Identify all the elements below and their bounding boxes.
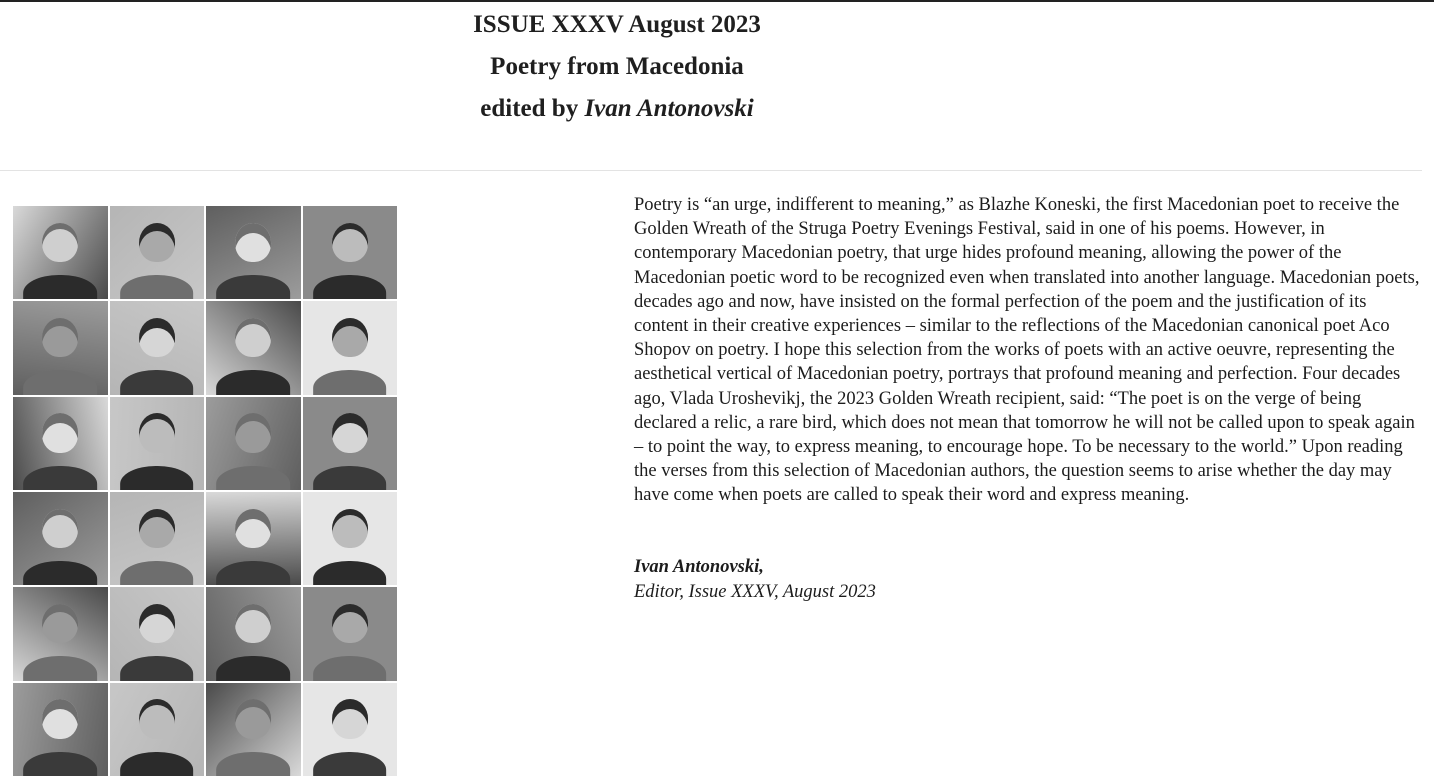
portrait-face — [139, 223, 175, 262]
portrait-shoulders — [313, 275, 387, 299]
poet-portrait-photo — [206, 683, 301, 776]
portrait-face — [42, 509, 78, 548]
portrait-face — [235, 604, 271, 643]
portrait-face — [139, 604, 175, 643]
portrait-shoulders — [216, 370, 290, 394]
portrait-face — [42, 223, 78, 262]
portrait-shoulders — [120, 656, 194, 680]
portrait-shoulders — [313, 752, 387, 776]
poet-portrait-photo — [303, 301, 398, 394]
portrait-face — [139, 699, 175, 738]
poet-portrait-photo — [303, 206, 398, 299]
portrait-face — [42, 318, 78, 357]
issue-subject: Poetry from Macedonia — [490, 53, 744, 80]
poet-portrait-photo — [110, 492, 205, 585]
portrait-face — [332, 509, 368, 548]
poets-portrait-collage — [13, 206, 397, 776]
poet-portrait-photo — [206, 492, 301, 585]
poet-portrait-photo — [110, 587, 205, 680]
poet-portrait-photo — [13, 587, 108, 680]
portrait-shoulders — [120, 561, 194, 585]
editorial-introduction: Poetry is “an urge, indifferent to meaning,” as Blazhe Koneski, the first Macedonian poet to receive the Golden Wreath of the Struga Poetry Evenings Festival, said in one of his poems. However, in contemporary Macedonian poetry, that urge hides profound meaning, allowing the power of the Macedonian poetic word to be recognized even when translated into another language. Macedonian poets, decades ago and now, have insisted on the formal perfection of the poem and the justification of its content in their creative experiences – similar to the reflections of the Macedonian canonical poet Aco Shopov on poetry. I hope this selection from the works of poets with an active oeuvre, representing the aesthetical vertical of Macedonian poetry, portrays that profound meaning and perfection. Four decades ago, Vlada Uroshevikj, the 2023 Golden Wreath recipient, said: “The poet is on the verge of being declared a relic, a rare bird, which does not mean that tomorrow he will not be called upon to speak again – to point the way, to express meaning, to encourage hope. To be necessary to the world.” Upon reading the verses from this selection of Macedonian authors, the question seems to arise whether the day may have come when poets are called to speak their word and express meaning. — [634, 195, 1420, 506]
portrait-face — [139, 509, 175, 548]
issue-editor-line — [0, 88, 1234, 130]
portrait-shoulders — [23, 656, 97, 680]
portrait-face — [139, 413, 175, 452]
poet-portrait-photo — [206, 301, 301, 394]
portrait-face — [332, 413, 368, 452]
poet-portrait-photo — [206, 206, 301, 299]
poet-portrait-photo — [303, 492, 398, 585]
portrait-shoulders — [120, 370, 194, 394]
top-rule — [0, 0, 1434, 2]
portrait-shoulders — [216, 752, 290, 776]
portrait-shoulders — [216, 656, 290, 680]
issue-header — [0, 4, 1234, 130]
portrait-face — [235, 223, 271, 262]
portrait-shoulders — [313, 656, 387, 680]
portrait-shoulders — [216, 561, 290, 585]
portrait-face — [42, 413, 78, 452]
portrait-face — [332, 699, 368, 738]
signature-role: Editor, Issue XXXV, August 2023 — [634, 581, 876, 602]
portrait-shoulders — [313, 466, 387, 490]
portrait-shoulders — [23, 275, 97, 299]
editor-name-link[interactable]: Ivan Antonovski — [584, 95, 754, 122]
poet-portrait-photo — [13, 206, 108, 299]
signature-name: Ivan Antonovski, — [634, 557, 764, 577]
poet-portrait-photo — [110, 397, 205, 490]
edited-by-label: edited by — [480, 95, 585, 122]
poet-portrait-photo — [13, 683, 108, 776]
portrait-shoulders — [23, 561, 97, 585]
portrait-face — [235, 699, 271, 738]
poet-portrait-photo — [13, 397, 108, 490]
portrait-face — [235, 413, 271, 452]
portrait-shoulders — [120, 466, 194, 490]
portrait-shoulders — [313, 561, 387, 585]
portrait-shoulders — [120, 752, 194, 776]
poet-portrait-photo — [13, 301, 108, 394]
portrait-face — [42, 604, 78, 643]
portrait-shoulders — [313, 370, 387, 394]
poet-portrait-photo — [206, 397, 301, 490]
poet-portrait-photo — [206, 587, 301, 680]
poet-portrait-photo — [110, 206, 205, 299]
poet-portrait-photo — [13, 492, 108, 585]
poet-portrait-photo — [110, 683, 205, 776]
portrait-face — [139, 318, 175, 357]
portrait-shoulders — [120, 275, 194, 299]
editor-signature — [634, 555, 1334, 604]
portrait-face — [332, 223, 368, 262]
portrait-shoulders — [216, 466, 290, 490]
poet-portrait-photo — [110, 301, 205, 394]
portrait-shoulders — [23, 466, 97, 490]
portrait-face — [42, 699, 78, 738]
poet-portrait-photo — [303, 397, 398, 490]
portrait-face — [332, 318, 368, 357]
portrait-shoulders — [23, 752, 97, 776]
portrait-face — [235, 509, 271, 548]
portrait-face — [235, 318, 271, 357]
header-divider — [0, 170, 1422, 171]
portrait-shoulders — [216, 275, 290, 299]
poet-portrait-photo — [303, 683, 398, 776]
portrait-face — [332, 604, 368, 643]
issue-title: ISSUE XXXV August 2023 — [473, 11, 761, 38]
portrait-shoulders — [23, 370, 97, 394]
poet-portrait-photo — [303, 587, 398, 680]
